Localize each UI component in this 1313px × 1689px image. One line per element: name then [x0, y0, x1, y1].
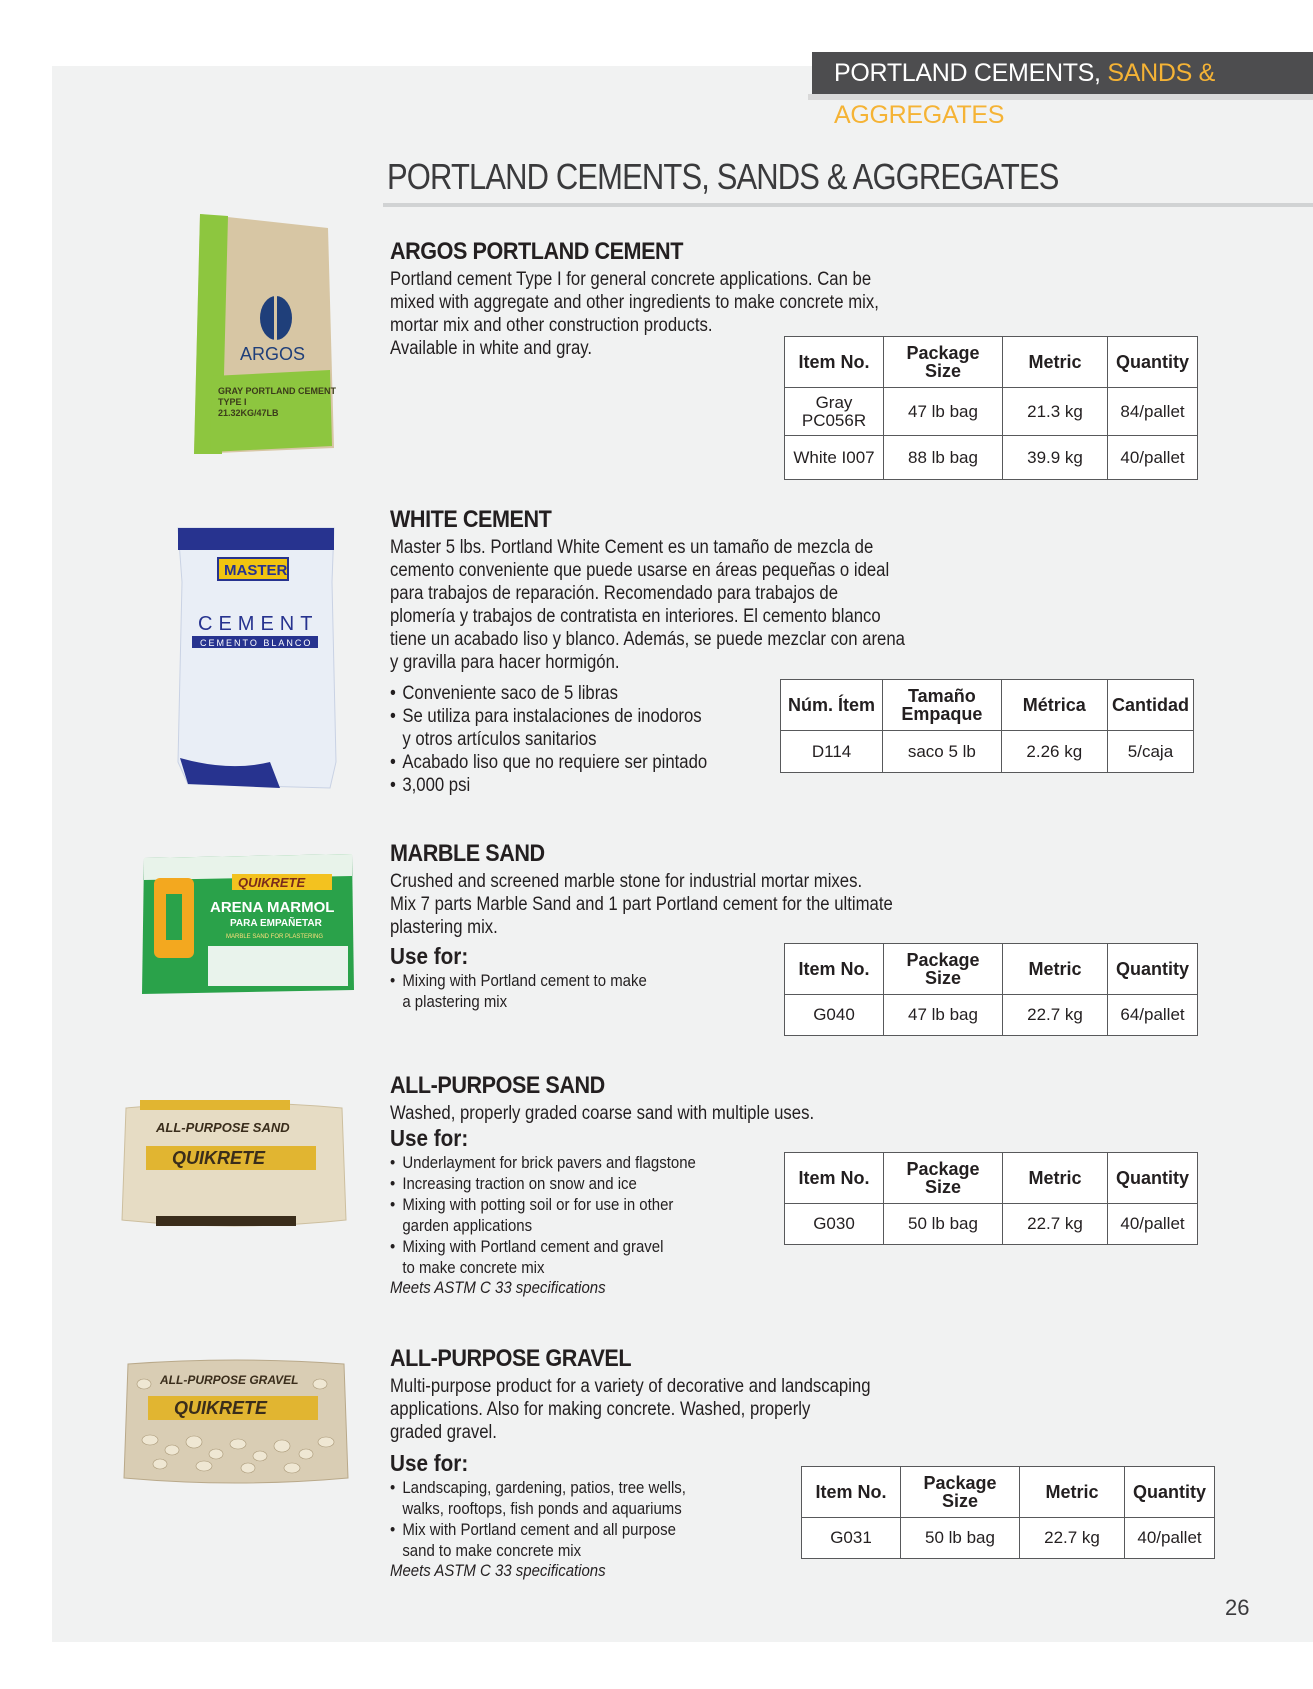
table-row: Gray PC056R 47 lb bag 21.3 kg 84/pallet	[785, 388, 1198, 436]
all-purpose-gravel-bag-image	[120, 1354, 352, 1490]
marble-sand-bag-line2: PARA EMPAÑETAR	[230, 918, 322, 929]
all-purpose-gravel-description: Multi-purpose product for a variety of decorative and landscaping applications. Also for making concrete. Washed, properly graded gravel.	[390, 1376, 871, 1443]
white-cement-title: WHITE CEMENT	[390, 506, 552, 533]
list-item-continued: a plastering mix	[402, 992, 508, 1011]
section-tab	[812, 52, 1313, 129]
table-header: Item No.	[802, 1467, 901, 1518]
all-purpose-sand-spec-table	[784, 1152, 1198, 1245]
all-purpose-sand-bag-top: ALL-PURPOSE SAND	[156, 1120, 290, 1135]
table-header: Cantidad	[1107, 680, 1193, 731]
table-header: Item No.	[785, 1153, 884, 1204]
table-row: G031 50 lb bag 22.7 kg 40/pallet	[802, 1518, 1215, 1559]
section-tab-part2: SANDS & AGGREGATES	[834, 59, 1216, 129]
argos-bag-line2: TYPE I	[218, 397, 247, 407]
list-item: • Mixing with potting soil or for use in other	[390, 1194, 814, 1215]
table-header: Quantity	[1108, 944, 1198, 995]
all-purpose-gravel-spec-table	[801, 1466, 1215, 1559]
list-item: • Acabado liso que no requiere ser pintado	[390, 751, 905, 774]
marble-sand-bag-line3: MARBLE SAND FOR PLASTERING	[226, 934, 324, 940]
list-item-continued: y otros artículos sanitarios	[402, 729, 597, 750]
list-item: • Mixing with Portland cement and gravel	[390, 1236, 814, 1257]
all-purpose-sand-bullets	[390, 1152, 814, 1278]
list-item: • Landscaping, gardening, patios, tree wells,	[390, 1477, 871, 1498]
all-purpose-gravel-bag-brand: QUIKRETE	[174, 1398, 268, 1418]
argos-description: Portland cement Type I for general concrete applications. Can be mixed with aggregate and other ingredients to make concrete mix, mortar mix and other construction products. Available in white and gray.	[390, 269, 879, 359]
argos-bag-brand: ARGOS	[240, 344, 306, 364]
section-tab-shadow	[808, 94, 1313, 100]
list-item-continued: garden applications	[402, 1216, 533, 1235]
all-purpose-sand-use-for: Use for:	[390, 1125, 469, 1151]
list-item-continued: sand to make concrete mix	[402, 1541, 582, 1560]
all-purpose-gravel-title: ALL-PURPOSE GRAVEL	[390, 1345, 632, 1372]
all-purpose-gravel-bullets	[390, 1477, 871, 1561]
white-cement-bag-sub: CEMENTO BLANCO	[200, 638, 313, 648]
table-header: Metric	[1003, 337, 1108, 388]
table-row: White I007 88 lb bag 39.9 kg 40/pallet	[785, 436, 1198, 480]
list-item: • Underlayment for brick pavers and flagstone	[390, 1152, 814, 1173]
list-item-continued: to make concrete mix	[402, 1258, 545, 1277]
table-header: Núm. Ítem	[781, 680, 883, 731]
all-purpose-sand-bag-image	[116, 1096, 352, 1236]
list-item: • Se utiliza para instalaciones de inodoros	[390, 705, 905, 728]
list-item: • Mix with Portland cement and all purpose	[390, 1519, 871, 1540]
list-item: • Conveniente saco de 5 libras	[390, 682, 905, 705]
section-tab-part1: PORTLAND CEMENTS,	[834, 59, 1108, 87]
list-item: • Mixing with Portland cement to make	[390, 970, 893, 991]
all-purpose-gravel-use-for: Use for:	[390, 1450, 469, 1476]
argos-title: ARGOS PORTLAND CEMENT	[390, 238, 683, 265]
page-title: PORTLAND CEMENTS, SANDS & AGGREGATES	[387, 156, 1059, 197]
table-row: D114 saco 5 lb 2.26 kg 5/caja	[781, 731, 1194, 773]
table-header: Item No.	[785, 337, 884, 388]
all-purpose-sand-bag-brand: QUIKRETE	[172, 1148, 266, 1168]
marble-sand-spec-table	[784, 943, 1198, 1036]
table-header: Package Size	[884, 1153, 1003, 1204]
marble-sand-use-for: Use for:	[390, 943, 469, 969]
all-purpose-sand-description: Washed, properly graded coarse sand with multiple uses.	[390, 1103, 815, 1124]
argos-bag-image	[188, 208, 338, 458]
marble-sand-description: Crushed and screened marble stone for industrial mortar mixes. Mix 7 parts Marble Sand and 1 part Portland cement for the ultimate plastering mix.	[390, 871, 893, 938]
argos-bag-line3: 21.32KG/47LB	[218, 408, 279, 418]
table-header: Package Size	[901, 1467, 1020, 1518]
table-header: Metric	[1003, 1153, 1108, 1204]
table-header: Quantity	[1108, 1153, 1198, 1204]
list-item-continued: walks, rooftops, fish ponds and aquariums	[402, 1499, 682, 1518]
all-purpose-gravel-bag-top: ALL-PURPOSE GRAVEL	[160, 1373, 299, 1387]
list-item: • 3,000 psi	[390, 774, 905, 797]
all-purpose-sand-title: ALL-PURPOSE SAND	[390, 1072, 605, 1099]
table-header: Métrica	[1001, 680, 1107, 731]
table-header: Package Size	[884, 944, 1003, 995]
page-number: 26	[1225, 1595, 1250, 1620]
white-cement-bag-word: CEMENT	[198, 613, 319, 635]
table-row: G030 50 lb bag 22.7 kg 40/pallet	[785, 1204, 1198, 1245]
table-header: Quantity	[1108, 337, 1198, 388]
title-divider	[383, 203, 1313, 207]
white-cement-spec-table	[780, 679, 1194, 773]
white-cement-bag-brand: MASTER	[224, 562, 288, 579]
table-header: Tamaño Empaque	[883, 680, 1001, 731]
all-purpose-gravel-note: Meets ASTM C 33 specifications	[390, 1561, 606, 1580]
table-header: Quantity	[1125, 1467, 1215, 1518]
marble-sand-bag-image	[138, 850, 358, 1000]
table-header: Metric	[1020, 1467, 1125, 1518]
marble-sand-bag-brand: QUIKRETE	[238, 875, 306, 890]
table-row: G040 47 lb bag 22.7 kg 64/pallet	[785, 995, 1198, 1036]
table-header: Metric	[1003, 944, 1108, 995]
marble-sand-bag-line1: ARENA MARMOL	[210, 899, 335, 916]
argos-spec-table	[784, 336, 1198, 480]
all-purpose-sand-note: Meets ASTM C 33 specifications	[390, 1278, 606, 1297]
white-cement-bag-image	[170, 522, 340, 792]
table-header: Item No.	[785, 944, 884, 995]
table-header: Package Size	[884, 337, 1003, 388]
list-item: • Increasing traction on snow and ice	[390, 1173, 814, 1194]
marble-sand-title: MARBLE SAND	[390, 840, 545, 867]
argos-bag-line1: GRAY PORTLAND CEMENT	[218, 386, 337, 396]
white-cement-description: Master 5 lbs. Portland White Cement es un tamaño de mezcla de cemento conveniente que puede usarse en áreas pequeñas o ideal para trabajos de reparación. Recomendado para trabajos de plomería y trabajos de contratista en interiores. El cemento blanco tiene un acabado liso y blanco. Además, se puede mezclar con arena y gravilla para hacer hormigón.	[390, 537, 905, 673]
